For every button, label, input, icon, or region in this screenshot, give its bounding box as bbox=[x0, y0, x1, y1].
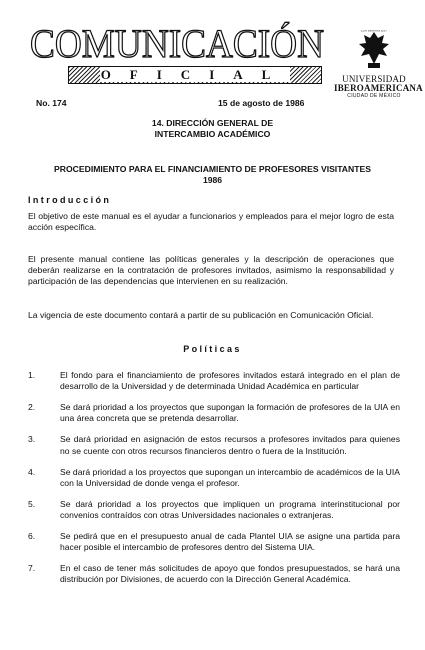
policy-item bbox=[28, 531, 400, 553]
masthead-subtitle: OFICIAL bbox=[100, 67, 290, 82]
policy-number: 1. bbox=[28, 370, 36, 380]
policy-number: 7. bbox=[28, 563, 36, 574]
policy-text: Se dará prioridad a los proyectos que impliquen un programa interinstitucional por convenios contraídos con otras Universidades nacionales o extranjeras. bbox=[60, 498, 400, 521]
policy-item bbox=[28, 434, 400, 456]
logo-city: CIUDAD DE MÉXICO bbox=[347, 93, 401, 99]
title-line1: PROCEDIMIENTO PARA EL FINANCIAMIENTO DE PROFESORES VISITANTES bbox=[54, 164, 371, 174]
department-line2: INTERCAMBIO ACADÉMICO bbox=[154, 129, 271, 139]
policy-number: 4. bbox=[28, 466, 36, 477]
policy-text: En el caso de tener más solicitudes de apoyo que fondos presupuestados, se hará una distribución por Divisiones, de acuerdo con la Dirección General Académica. bbox=[60, 563, 400, 585]
document-date: 15 de agosto de 1986 bbox=[218, 98, 305, 108]
policy-text: Se pedirá que en el presupuesto anual de cada Plantel UIA se asigne una partida para hacer posible el intercambio de profesores dentro del Sistema UIA. bbox=[60, 531, 400, 553]
policy-number: 2. bbox=[28, 402, 36, 413]
policy-item bbox=[28, 563, 400, 585]
masthead-title: COMUNICACIÓN bbox=[30, 21, 324, 66]
intro-paragraph-1: El objetivo de este manual es el ayudar a funcionarios y empleados para el mejor logro de esta acción específica. bbox=[28, 211, 394, 233]
document-number: No. 174 bbox=[36, 98, 67, 108]
policy-item bbox=[28, 402, 400, 424]
document-title bbox=[30, 164, 395, 186]
masthead-title-wordmark bbox=[28, 20, 328, 66]
policy-item bbox=[28, 370, 400, 392]
policy-item bbox=[28, 499, 400, 521]
policy-text: Se dará prioridad a los proyectos que supongan la formación de profesores de la UIA en una área concreta que se pretenda desarrollar. bbox=[60, 402, 400, 424]
policy-number: 6. bbox=[28, 531, 36, 542]
department-heading bbox=[30, 118, 395, 140]
intro-paragraph-2: El presente manual contiene las políticas generales y la descripción de operaciones que deberán realizarse en la contratación de profesores invitados, asimismo la responsabilidad y participación de las dependencias que intervienen en su realización. bbox=[28, 254, 394, 287]
department-line1: 14. DIRECCIÓN GENERAL DE bbox=[151, 118, 274, 128]
policy-text: Se dará prioridad a los proyectos que supongan un intercambio de académicos de la UIA con la Universidad de donde venga el profesor. bbox=[60, 466, 400, 488]
policy-text: Se dará prioridad en asignación de estos recursos a profesores invitados para quienes no se cuente con otros recursos financieros dentro o fuera de la Institución. bbox=[60, 434, 400, 456]
policy-number: 5. bbox=[28, 498, 36, 509]
title-line2: 1986 bbox=[202, 175, 223, 185]
introduction-heading: Introducción bbox=[28, 195, 112, 205]
university-seal-icon bbox=[357, 30, 391, 70]
policy-number: 3. bbox=[28, 434, 36, 445]
policy-item bbox=[28, 467, 400, 489]
policies-list bbox=[28, 370, 400, 595]
logo-caption: LUX VERITAS EST bbox=[361, 30, 387, 33]
university-logo bbox=[334, 30, 423, 99]
logo-name-line1: UNIVERSIDAD bbox=[342, 74, 406, 84]
masthead bbox=[28, 20, 423, 99]
intro-paragraph-3: La vigencia de este documento contará a partir de su publicación en Comunicación Oficial. bbox=[28, 310, 374, 320]
policies-heading: Políticas bbox=[183, 344, 242, 354]
oficial-band bbox=[68, 66, 322, 84]
logo-name-line2: IBEROAMERICANA bbox=[334, 83, 423, 93]
policy-text: El fondo para el financiamiento de profesores invitados estará integrado en el plan de desarrollo de la Universidad y de determinada Unidad Académica en particular bbox=[60, 370, 400, 392]
